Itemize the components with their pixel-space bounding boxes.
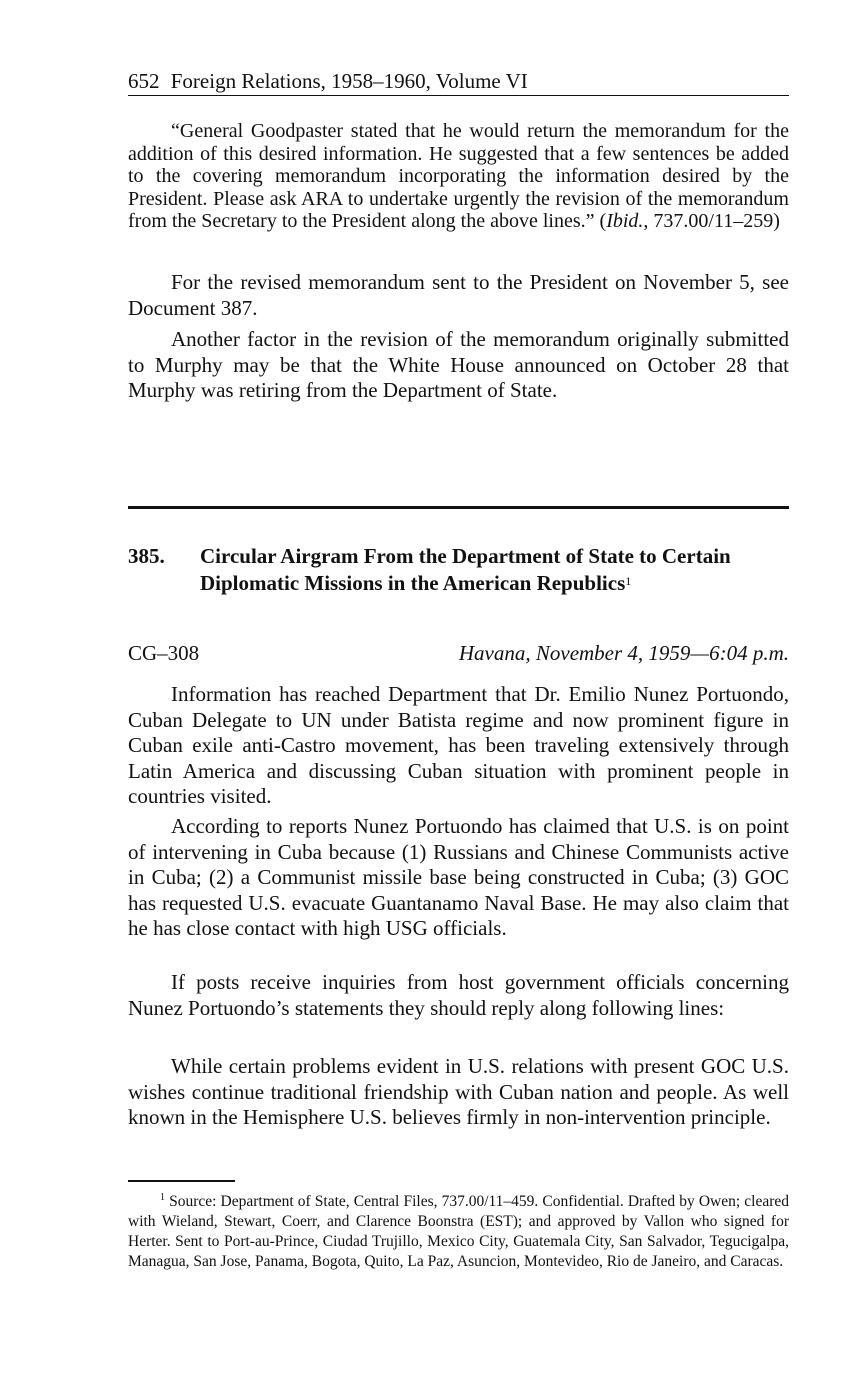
footnote	[128, 1188, 789, 1272]
quoted-memo-paragraph	[128, 120, 789, 233]
page-number: 652	[128, 69, 160, 93]
volume-title: Foreign Relations, 1958–1960, Volume VI	[170, 69, 528, 93]
paragraph-nunez-claims: According to reports Nunez Portuondo has claimed that U.S. is on point of intervening in Cuba because (1) Russians and Chinese Communists active in Cuba; (2) a Communist missile base being constructed in Cuba; (3) GOC has requested U.S. evacuate Guantanamo Naval Base. He may also claim that he has close contact with high USG officials.	[128, 814, 789, 940]
document-date: Havana, November 4, 1959—6:04 p.m.	[458, 641, 789, 665]
paragraph-reply-lines: While certain problems evident in U.S. relations with present GOC U.S. wishes continue traditional friendship with Cuban nation and people. As well known in the Hemisphere U.S. believes firmly in non-intervention principle.	[128, 1054, 789, 1129]
paragraph-post-inquiries: If posts receive inquiries from host government officials concerning Nunez Portuondo’s statements they should reply along following lines:	[128, 970, 789, 1020]
paragraph-revised-memo: For the revised memorandum sent to the President on November 5, see Document 387.	[128, 270, 789, 320]
footnote-marker: 1	[160, 1192, 165, 1203]
document-reference: CG–308	[128, 641, 200, 665]
paragraph-murphy-retiring: Another factor in the revision of the memorandum originally submitted to Murphy may be that the White House announced on October 28 that Murphy was retiring from the Department of State.	[128, 327, 789, 402]
ibid-citation: Ibid.	[606, 210, 644, 232]
document-number: 385.	[128, 544, 165, 568]
footnote-ref[interactable]: 1	[625, 574, 632, 588]
quote-text: “General Goodpaster stated that he would return the memorandum for the addition of this desired information. He suggested that a few sentences be added to the covering memorandum incorporating the information desired by the President. Please ask ARA to undertake urgently the revision of the memorandum from the Secretary to the President along the above lines.” (	[128, 120, 789, 232]
document-title-text: Circular Airgram From the Department of State to Certain Diplomatic Missions in the American Republics	[200, 544, 731, 595]
footnote-text: Source: Department of State, Central Files, 737.00/11–459. Confidential. Drafted by Owen; cleared with Wieland, Stewart, Coerr, and Clarence Boonstra (EST); and approved by Vallon who signed for Herter. Sent to Port-au-Prince, Ciudad Trujillo, Mexico City, Guatemala City, San Salvador, Tegucigalpa, Managua, San Jose, Panama, Bogota, Quito, La Paz, Asuncion, Montevideo, Rio de Janeiro, and Caracas.	[128, 1193, 789, 1271]
running-head	[128, 68, 789, 96]
document-title	[200, 543, 789, 597]
footnote-divider	[128, 1180, 235, 1182]
paragraph-nunez-information: Information has reached Department that Dr. Emilio Nunez Portuondo, Cuban Delegate to UN under Batista regime and now prominent figure in Cuban exile anti-Castro movement, has been traveling extensively through Latin America and discussing Cuban situation with prominent people in countries visited.	[128, 682, 789, 808]
document-heading	[128, 543, 789, 597]
quote-citation: , 737.00/11–259)	[643, 210, 780, 232]
section-divider	[128, 506, 789, 509]
